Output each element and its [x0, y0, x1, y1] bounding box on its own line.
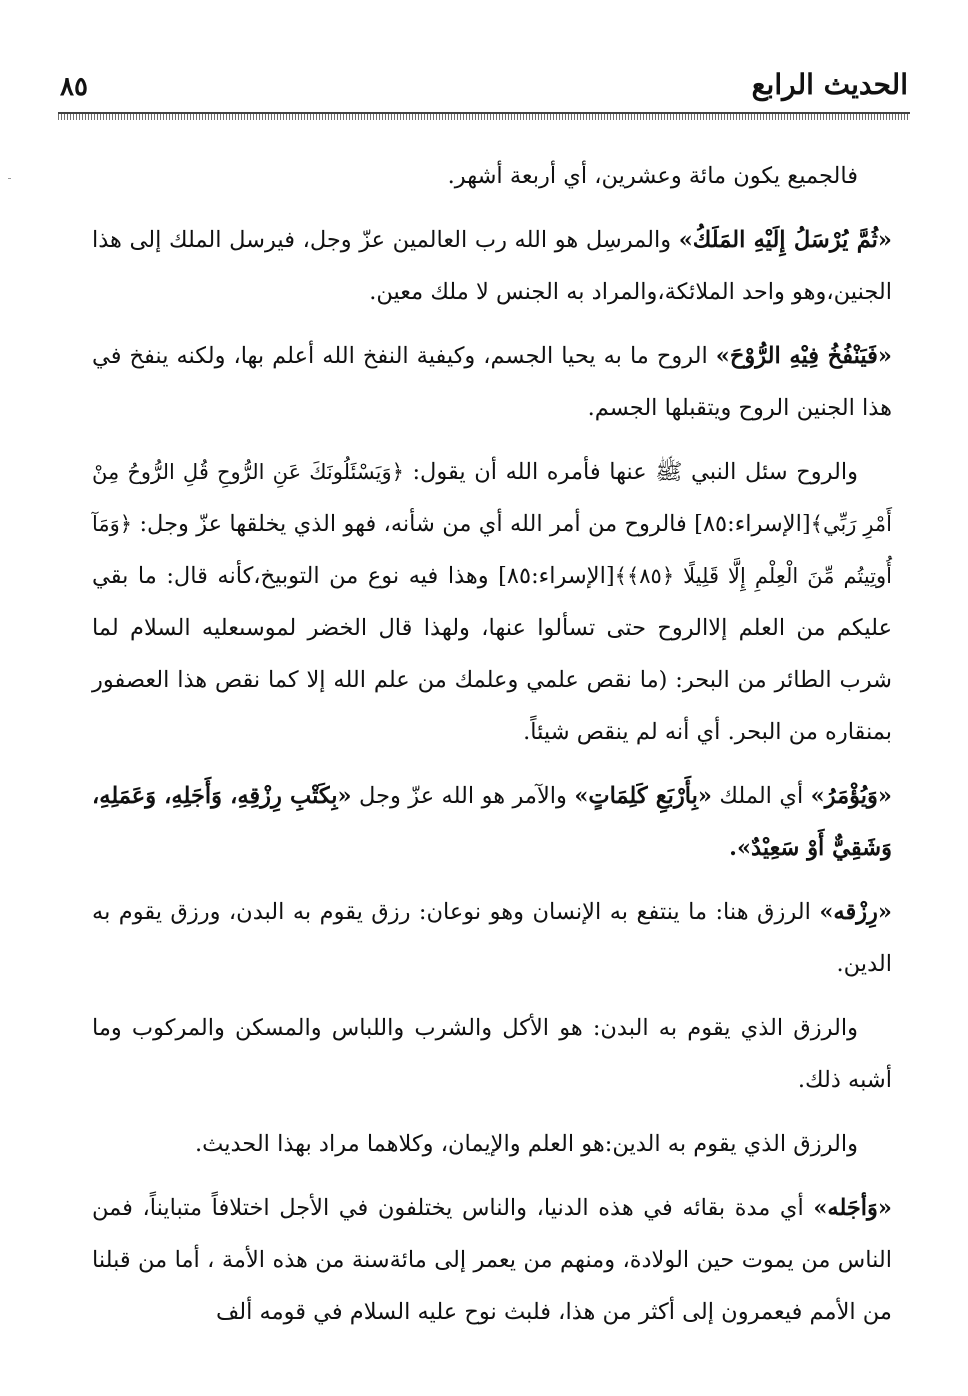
paragraph-p9 [92, 1182, 892, 1338]
paragraph-p5 [92, 770, 892, 874]
quran-verse: ﴿وَيَسْئَلُونَكَ عَنِ الرُّوحِ قُلِ الرُّوحُ مِنْ أَمْرِ رَبِّي﴾ [92, 460, 892, 536]
page-number: ٨٥ [60, 72, 88, 102]
commentary-text: [الإسراء:٨٥] وهذا فيه نوع من التوبيخ،كأنه قال: ما بقي عليكم من العلم إلاالروح حتى تسألوا عنها، ولهذا قال الخضر لموسىعليه السلام لما شرب الطائر من البحر: (ما نقص علمي وعلمك من علم الله إلا كما نقص هذا العصفور بمنقاره من البحر. أي أنه لم ينقص شيئاً. [92, 563, 892, 745]
paragraph-p7 [92, 1002, 892, 1106]
hadith-phrase: «وَأجَله» [813, 1195, 892, 1221]
quran-verse: ﴿وَمَآ أُوتِيتُم مِّنَ الْعِلْمِ إِلَّا قَلِيلًا ﴿٨٥﴾﴾ [92, 512, 892, 588]
paragraph-p8 [92, 1118, 892, 1170]
commentary-text: والرزق الذي يقوم به الدين:هو العلم والإيمان، وكلاهما مراد بهذا الحديث. [194, 1131, 858, 1157]
hadith-phrase: «ثُمَّ يُرْسَلُ إِلَيْهِ المَلَكُ» [678, 227, 892, 253]
margin-mark [8, 178, 11, 179]
hadith-phrase: «فَيَنْفُخُ فِيْهِ الرُّوْحَ» [715, 343, 892, 369]
commentary-text: [الإسراء:٨٥] فالروح من أمر الله أي من شأنه، فهو الذي يخلقها عزّ وجل: [132, 511, 811, 537]
paragraph-p4 [92, 446, 892, 758]
commentary-text: الروح ما به يحيا الجسم، وكيفية النفخ الله أعلم بها، ولكنه ينفخ في هذا الجنين الروح ويتقبلها الجسم. [92, 343, 892, 421]
hadith-phrase: «رِزْقه» [819, 899, 892, 925]
commentary-text: أي مدة بقائه في هذه الدنيا، والناس يختلفون في الأجل اختلافاً متبايناً، فمن الناس من يموت حين الولادة، ومنهم من يعمر إلى مائةسنة من هذه الأمة ، أما من قبلنا من الأمم فيعمرون إلى أكثر من هذا، فلبث نوح عليه السلام في قومه ألف [92, 1195, 892, 1325]
commentary-text: الرزق هنا: ما ينتفع به الإنسان وهو نوعان: رزق يقوم به البدن، ورزق يقوم به الدين. [92, 899, 892, 977]
commentary-text: أي الملك [711, 783, 811, 809]
commentary-text: فالجميع يكون مائة وعشرين، أي أربعة أشهر. [447, 163, 858, 189]
commentary-text: والرزق الذي يقوم به البدن: هو الأكل والشرب واللباس والمسكن والمركوب وما أشبه ذلك. [92, 1015, 892, 1093]
running-title: الحديث الرابع [751, 68, 908, 101]
paragraph-p1 [92, 150, 892, 202]
paragraph-p3 [92, 330, 892, 434]
commentary-text: والآمر هو الله عزّ وجل [351, 783, 575, 809]
commentary-text: والمرسِل هو الله رب العالمين عزّ وجل، فيرسل الملك إلى هذا الجنين،وهو واحد الملائكة،والمراد به الجنس لا ملك معين. [92, 227, 892, 305]
hadith-phrase: «وَيُؤْمَرُ» [810, 783, 892, 809]
header-rule [58, 112, 910, 120]
body-text [92, 150, 892, 1350]
paragraph-p2 [92, 214, 892, 318]
hadith-phrase: «بِكَتْبِ رِزْقِهِ، وَأَجَلِهِ، وَعَمَلِهِ، وَشَقِيٌّ أَوْ سَعِيْدٌ». [92, 783, 892, 861]
commentary-text: والروح سئل النبي ﷺ عنها فأمره الله أن يقول: [403, 459, 859, 485]
paragraph-p6 [92, 886, 892, 990]
page-header [60, 66, 908, 110]
hadith-phrase: «بِأَرْبَعِ كَلِمَاتٍ» [574, 783, 712, 809]
